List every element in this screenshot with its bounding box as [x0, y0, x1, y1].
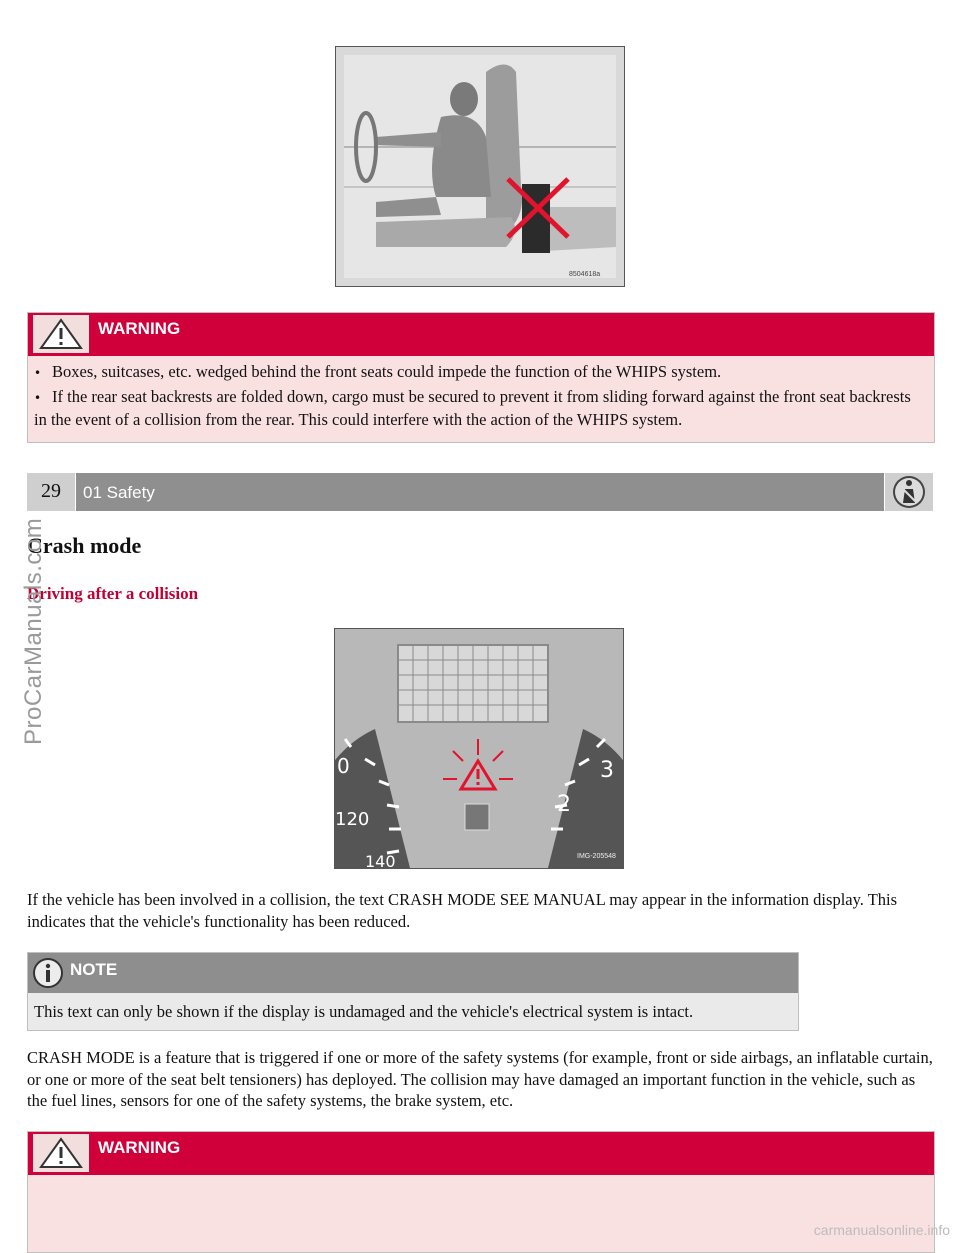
note-header — [28, 953, 798, 993]
body-paragraph: CRASH MODE is a feature that is triggered if one or more of the safety systems (for example, front or side airbags, an inflatable curtain, or one or more of the seat belt tensioners) has deployed. The collision may have damaged an important function in the vehicle, such as the fuel lines, sensors for one of the safety systems, the brake system, etc. — [27, 1048, 933, 1110]
warning-header — [28, 1132, 934, 1175]
section-title: 01 Safety — [76, 473, 884, 511]
warning-list — [28, 356, 934, 442]
warning-triangle-icon — [33, 1134, 89, 1172]
note-text: This text can only be shown if the display is undamaged and the vehicle's electrical system is intact. — [34, 1002, 694, 1021]
body-paragraph: If the vehicle has been involved in a collision, the text CRASH MODE SEE MANUAL may appear in the information display. This indicates that the vehicle's functionality has been reduced. — [27, 890, 898, 931]
seatbelt-icon — [885, 473, 933, 511]
page-number: 29 — [27, 473, 75, 511]
gauge-number: 120 — [335, 809, 370, 830]
section-header — [27, 473, 933, 511]
gauge-number: 2 — [557, 792, 571, 817]
instrument-cluster-illustration — [334, 628, 624, 869]
warning-triangle-icon — [33, 315, 89, 353]
warning-box — [27, 312, 935, 443]
note-box — [27, 952, 799, 1031]
page-title: Crash mode — [27, 533, 142, 558]
warning-box-2 — [27, 1131, 935, 1253]
list-item: • Boxes, suitcases, etc. wedged behind the front seats could impede the function of the WHIPS system. — [28, 361, 924, 384]
list-item: • If the rear seat backrests are folded down, cargo must be secured to prevent it from sliding forward against the front seat backrests in the event of a collision from the rear. This could interfere with the action of the WHIPS system. — [28, 386, 924, 430]
gauge-number: 3 — [600, 758, 614, 783]
warning-header — [28, 313, 934, 356]
figure-code: IMG-205548 — [577, 853, 616, 860]
warning-label: WARNING — [98, 1138, 181, 1157]
gauge-number: 140 — [365, 852, 396, 868]
side-watermark: ProCarManuals.com — [20, 517, 47, 745]
figure-code: 8504618a — [569, 271, 601, 278]
gauge-number: 0 — [337, 754, 350, 778]
warning-label: WARNING — [98, 319, 181, 338]
seat-illustration — [335, 46, 625, 287]
note-label: NOTE — [70, 960, 118, 979]
info-icon — [32, 957, 64, 989]
footer-watermark: carmanualsonline.info — [813, 1222, 950, 1238]
subheading: Driving after a collision — [27, 584, 199, 603]
